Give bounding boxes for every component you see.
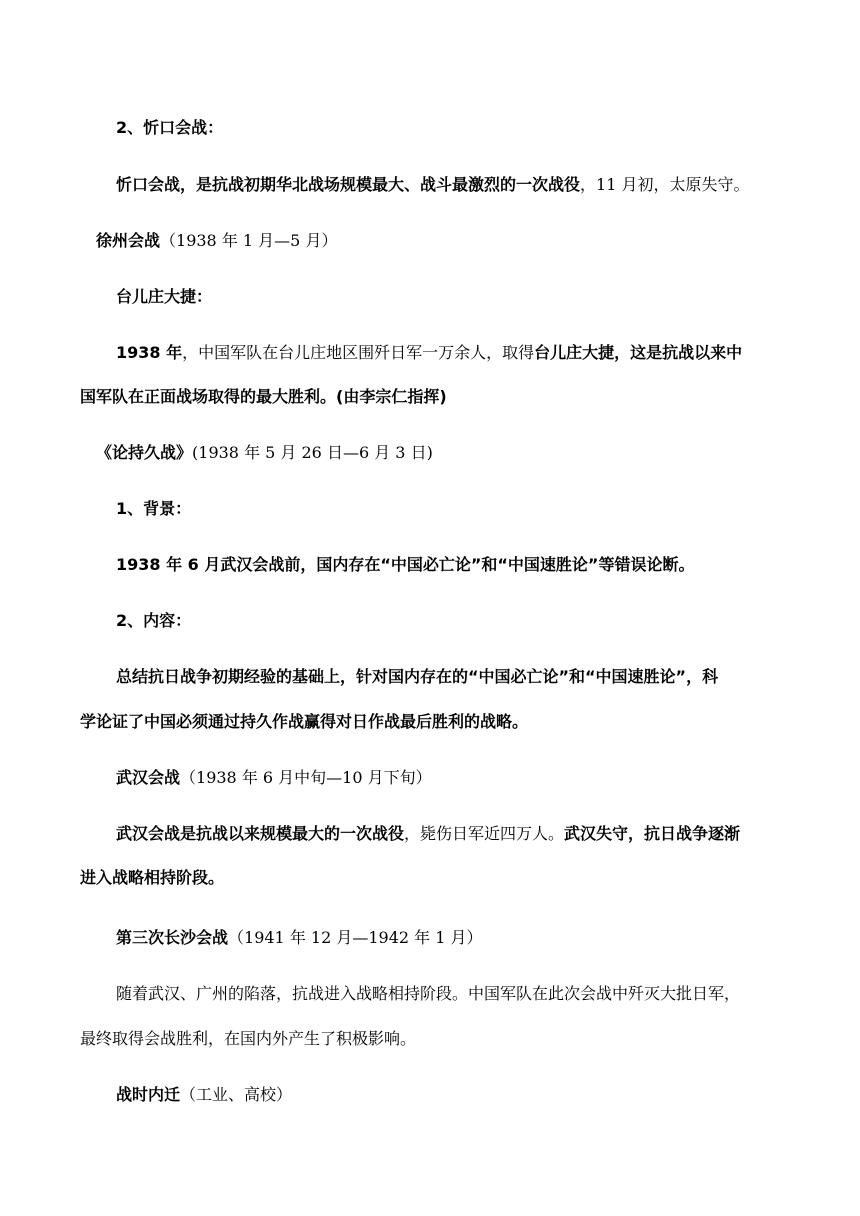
paragraph-bold-text: 1938 年 [116, 343, 183, 362]
paragraph-bold-text: 总结抗日战争初期经验的基础上，针对国内存在的“中国必亡论”和“中国速胜论”，科 [116, 667, 719, 686]
paragraph-content-line-1 [116, 667, 718, 687]
heading-text: 徐州会战 [96, 231, 161, 250]
heading-text: 第三次长沙会战 [116, 928, 229, 947]
heading-text: 《论持久战》 [96, 443, 193, 462]
paragraph-normal-text: ，中国军队在台儿庄地区围歼日军一万余人，取得 [182, 343, 535, 362]
heading-xuzhou-battle [96, 231, 337, 251]
heading-on-protracted-war [96, 443, 433, 463]
heading-date-text: （1938 年 1 月—5 月） [160, 231, 338, 250]
paragraph-bold-text: 武汉会战是抗战以来规模最大的一次战役 [116, 824, 405, 843]
paragraph-normal-text: 最终取得会战胜利，在国内外产生了积极影响。 [80, 1029, 417, 1048]
paragraph-changsha-line-2 [80, 1029, 416, 1049]
paragraph-normal-text: ，11 月初，太原失守。 [580, 175, 750, 194]
heading-xinkou-battle [116, 118, 223, 138]
paragraph-normal-text: 随着武汉、广州的陷落，抗战进入战略相持阶段。中国军队在此次会战中歼灭大批日军， [116, 984, 741, 1003]
paragraph-bold-text: 进入战略相持阶段。 [80, 868, 225, 887]
heading-text: 武汉会战 [116, 768, 181, 787]
paragraph-changsha-line-1 [116, 984, 740, 1004]
heading-date-text: (1938 年 5 月 26 日—6 月 3 日) [192, 443, 433, 462]
heading-wuhan-battle [116, 768, 432, 788]
heading-taierzhuang-victory [116, 287, 212, 307]
heading-text: 战时内迁 [116, 1085, 181, 1104]
paragraph-taierzhuang-line-2 [80, 387, 447, 407]
heading-background [116, 499, 191, 519]
paragraph-wuhan-line-1 [116, 824, 740, 844]
paragraph-normal-text: ，毙伤日军近四万人。 [404, 824, 565, 843]
paragraph-bold-text: 忻口会战，是抗战初期华北战场规模最大、战斗最激烈的一次战役 [116, 175, 581, 194]
heading-date-text: （1938 年 6 月中旬—10 月下旬） [180, 768, 432, 787]
paragraph-bold-text: 台儿庄大捷，这是抗战以来中 [534, 343, 743, 362]
heading-content [116, 611, 191, 631]
heading-text: 2、忻口会战： [116, 118, 224, 137]
paragraph-bold-text: 武汉失守，抗日战争逐渐 [564, 824, 741, 843]
paragraph-wuhan-line-2 [80, 868, 224, 888]
paragraph-taierzhuang-line-1 [116, 343, 742, 363]
paragraph-xinkou-battle [116, 175, 749, 195]
heading-text: 1、背景： [116, 499, 192, 518]
heading-text: 台儿庄大捷： [116, 287, 213, 306]
heading-wartime-relocation [116, 1085, 292, 1105]
heading-note-text: （工业、高校） [180, 1085, 293, 1104]
heading-third-changsha-battle [116, 928, 483, 948]
paragraph-bold-text: 1938 年 6 月武汉会战前，国内存在“中国必亡论”和“中国速胜论”等错误论断。 [116, 555, 695, 574]
heading-date-text: （1941 年 12 月—1942 年 1 月） [228, 928, 483, 947]
paragraph-bold-text: 国军队在正面战场取得的最大胜利。(由李宗仁指挥) [80, 387, 447, 406]
paragraph-bold-text: 学论证了中国必须通过持久作战赢得对日作战最后胜利的战略。 [80, 712, 529, 731]
heading-text: 2、内容： [116, 611, 192, 630]
paragraph-content-line-2 [80, 712, 528, 732]
paragraph-background [116, 555, 694, 575]
